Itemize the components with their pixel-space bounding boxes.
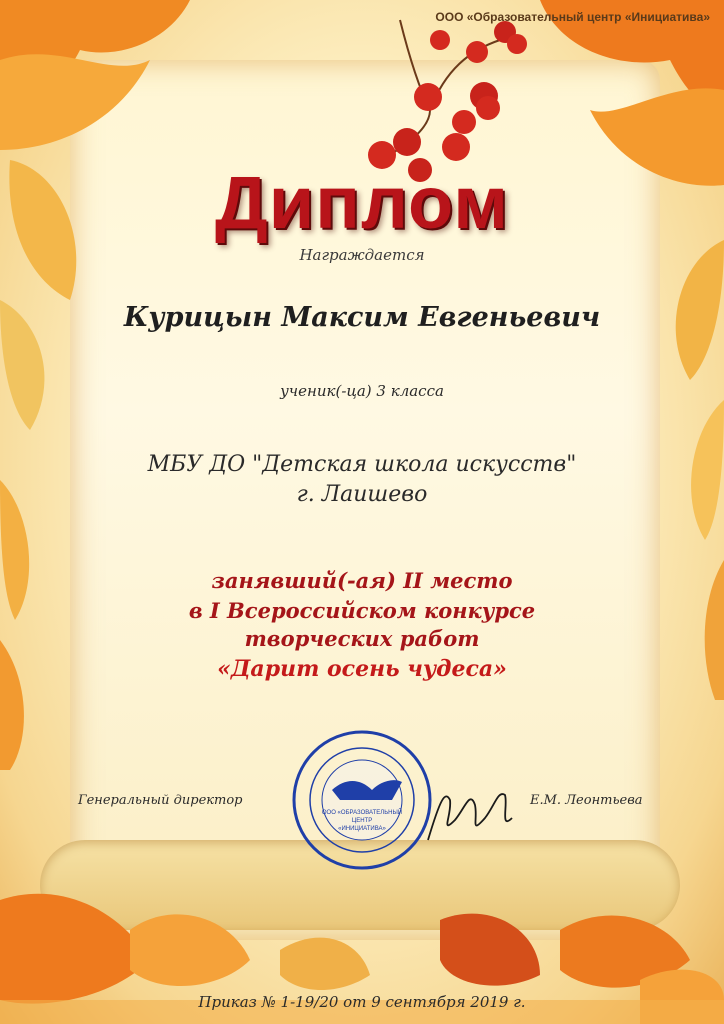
awarded-label: Награждается	[299, 246, 425, 264]
director-name: Е.М. Леонтьева	[530, 793, 643, 808]
director-position: Генеральный директор	[78, 793, 243, 808]
school-name: МБУ ДО "Детская школа искусств"	[147, 452, 577, 477]
svg-text:ЦЕНТР: ЦЕНТР	[351, 818, 373, 824]
grade-label: ученик(-ца) 3 класса	[280, 382, 444, 400]
rowan-berries-icon	[368, 20, 527, 182]
school-block	[0, 450, 724, 510]
school-city: г. Лаишево	[296, 482, 428, 507]
svg-text:«ИНИЦИАТИВА»: «ИНИЦИАТИВА»	[338, 826, 386, 832]
order-footer: Приказ № 1-19/20 от 9 сентября 2019 г.	[198, 993, 526, 1011]
organization-header: ООО «Образовательный центр «Инициатива»	[435, 10, 710, 24]
achievement-category: творческих работ	[244, 626, 480, 651]
achievement-contest: в I Всероссийском конкурсе	[188, 598, 536, 623]
recipient-name: Курицын Максим Евгеньевич	[123, 302, 601, 333]
svg-text:ООО «ОБРАЗОВАТЕЛЬНЫЙ: ООО «ОБРАЗОВАТЕЛЬНЫЙ	[321, 810, 403, 816]
signature-icon	[428, 794, 512, 840]
stamp-icon	[294, 732, 430, 868]
diploma-title: Диплом	[215, 161, 509, 244]
contest-name: «Дарит осень чудеса»	[217, 656, 507, 682]
achievement-place: занявший(-ая) II место	[211, 568, 513, 593]
